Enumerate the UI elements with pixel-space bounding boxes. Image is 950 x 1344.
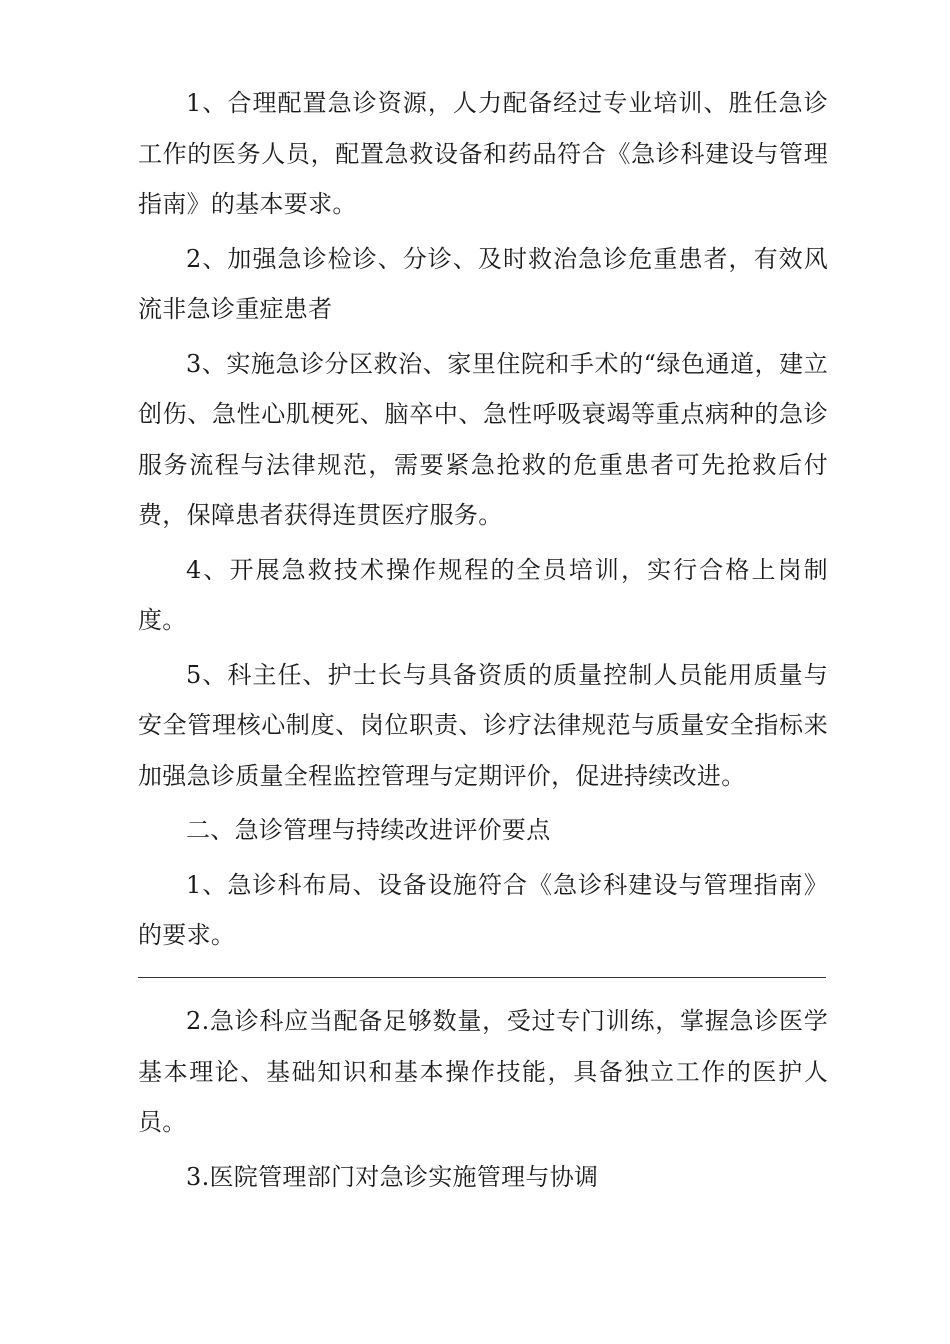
horizontal-divider — [138, 977, 826, 978]
paragraph-item-2: 2、加强急诊检诊、分诊、及时救治急诊危重患者，有效风流非急诊重症患者 — [138, 244, 828, 323]
paragraph-item-4: 4、开展急救技术操作规程的全员培训，实行合格上岗制度。 — [138, 555, 828, 634]
document-body-upper — [138, 78, 828, 965]
paragraph-item-5: 5、科主任、护士长与具备资质的质量控制人员能用质量与安全管理核心制度、岗位职责、诊疗法律规范与质量安全指标来加强急诊质量全程监控管理与定期评价，促进持续改进。 — [138, 660, 828, 790]
document-body-lower — [138, 996, 828, 1206]
paragraph-item-6: 1、急诊科布局、设备设施符合《急诊科建设与管理指南》的要求。 — [138, 870, 828, 949]
section-heading: 二、急诊管理与持续改进评价要点 — [186, 816, 551, 844]
paragraph-item-8: 3.医院管理部门对急诊实施管理与协调 — [186, 1162, 599, 1191]
paragraph-item-7: 2.急诊科应当配备足够数量，受过专门训练，掌握急诊医学基本理论、基础知识和基本操作技能，具备独立工作的医护人员。 — [138, 1007, 828, 1136]
paragraph-item-1: 1、合理配置急诊资源，人力配备经过专业培训、胜任急诊工作的医务人员，配置急救设备和药品符合《急诊科建设与管理指南》的基本要求。 — [138, 89, 828, 218]
paragraph-item-3: 3、实施急诊分区救治、家里住院和手术的“绿色通道，建立创伤、急性心肌梗死、脑卒中、急性呼吸衰竭等重点病种的急诊服务流程与法律规范，需要紧急抢救的危重患者可先抢救后付费，保障患者获得连贯医疗服务。 — [138, 349, 828, 529]
